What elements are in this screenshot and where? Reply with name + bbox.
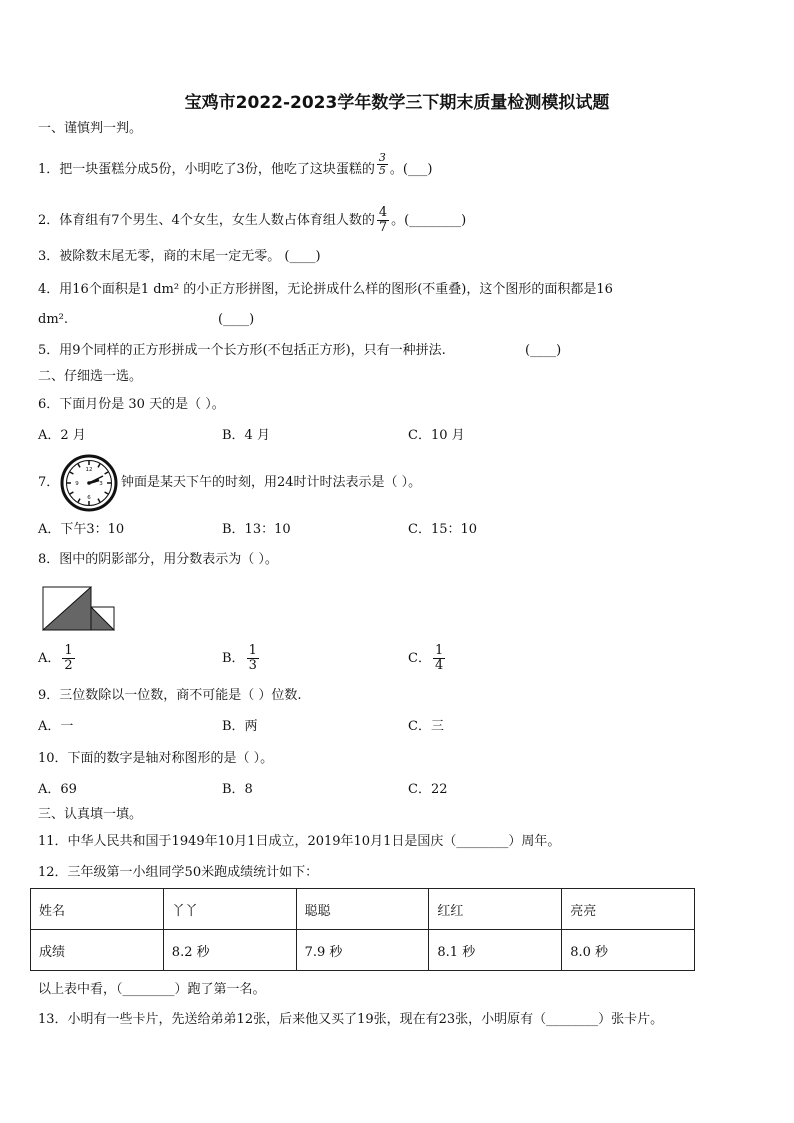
table-cell: 成绩 bbox=[31, 930, 164, 971]
question-3: 3．被除数末尾无零，商的末尾一定无零。 (____) bbox=[38, 249, 321, 264]
question-7-option-c: C．15：10 bbox=[408, 522, 478, 537]
question-1-blank: 。(___) bbox=[389, 162, 433, 177]
table-cell: 8.0 秒 bbox=[562, 930, 695, 971]
option-label: C． bbox=[408, 651, 431, 666]
question-11: 11．中华人民共和国于1949年10月1日成立，2019年10月1日是国庆（________）周年。 bbox=[38, 834, 561, 849]
fraction-denominator: 5 bbox=[378, 164, 386, 177]
question-4-line-2: dm². bbox=[38, 312, 68, 327]
question-6-option-c: C．10 月 bbox=[408, 428, 465, 443]
question-9-option-c: C．三 bbox=[408, 719, 444, 734]
svg-text:6: 6 bbox=[87, 495, 91, 501]
question-12-answer: 以上表中看，（________）跑了第一名。 bbox=[38, 982, 266, 997]
table-cell: 红红 bbox=[429, 889, 562, 930]
option-fraction bbox=[247, 644, 259, 673]
question-6-option-b: B．4 月 bbox=[222, 428, 270, 443]
question-8-option-c bbox=[408, 643, 447, 675]
question-5: 5．用9个同样的正方形拼成一个长方形(不包括正方形)，只有一种拼法. bbox=[38, 343, 446, 358]
page-title: 宝鸡市2022-2023学年数学三下期末质量检测模拟试题 bbox=[184, 93, 610, 113]
table-cell: 姓名 bbox=[31, 889, 164, 930]
question-2-fraction bbox=[377, 206, 389, 235]
table-cell: 聪聪 bbox=[296, 889, 429, 930]
svg-text:12: 12 bbox=[85, 467, 93, 473]
table-row bbox=[31, 930, 695, 971]
question-13: 13．小明有一些卡片，先送给弟弟12张，后来他又买了19张，现在有23张，小明原有（________）张卡片。 bbox=[38, 1012, 664, 1027]
question-1 bbox=[38, 150, 432, 190]
question-10-option-c: C．22 bbox=[408, 782, 448, 797]
question-9: 9．三位数除以一位数，商不可能是（ ）位数. bbox=[38, 688, 302, 703]
section-1-heading: 一、谨慎判一判。 bbox=[38, 121, 143, 136]
svg-text:9: 9 bbox=[75, 481, 79, 487]
fraction-numerator: 3 bbox=[378, 151, 386, 164]
question-6: 6．下面月份是 30 天的是（ ）。 bbox=[38, 397, 225, 412]
svg-text:3: 3 bbox=[99, 481, 103, 487]
question-7-number: 7． bbox=[38, 475, 60, 490]
question-9-option-b: B．两 bbox=[222, 719, 258, 734]
fraction-numerator: 1 bbox=[248, 643, 257, 658]
question-7: 钟面是某天下午的时刻，用24时计时法表示是（ ）。 bbox=[121, 475, 422, 490]
question-2 bbox=[38, 201, 466, 241]
table-cell: 7.9 秒 bbox=[296, 930, 429, 971]
question-5-blank: (____) bbox=[525, 343, 562, 358]
question-2-text: 2．体育组有7个男生、4个女生，女生人数占体育组人数的 bbox=[38, 213, 375, 228]
question-10-option-b: B．8 bbox=[222, 782, 253, 797]
section-2-heading: 二、仔细选一选。 bbox=[38, 369, 143, 384]
table-row bbox=[31, 889, 695, 930]
question-1-fraction bbox=[377, 152, 388, 177]
table-cell: 8.1 秒 bbox=[429, 930, 562, 971]
fraction-numerator: 1 bbox=[434, 643, 444, 658]
fraction-numerator: 1 bbox=[64, 643, 73, 658]
question-4-line-1: 4．用16个面积是1 dm² 的小正方形拼图，无论拼成什么样的图形(不重叠)，这个图形的面积都是16 bbox=[38, 282, 613, 297]
option-label: A． bbox=[38, 651, 61, 666]
fraction-denominator: 3 bbox=[248, 658, 257, 673]
question-2-blank: 。(________) bbox=[391, 213, 467, 228]
option-fraction bbox=[62, 644, 74, 673]
fraction-denominator: 4 bbox=[434, 658, 444, 673]
question-7-option-a: A．下午3：10 bbox=[38, 522, 125, 537]
fraction-numerator: 4 bbox=[378, 205, 388, 220]
question-8-option-b bbox=[222, 643, 261, 675]
option-label: B． bbox=[222, 651, 245, 666]
fraction-denominator: 7 bbox=[378, 220, 388, 235]
question-8-option-a bbox=[38, 643, 77, 675]
fraction-denominator: 2 bbox=[64, 658, 73, 673]
clock-icon bbox=[60, 454, 118, 512]
table-cell: 亮亮 bbox=[562, 889, 695, 930]
question-10-option-a: A．69 bbox=[38, 782, 77, 797]
question-6-option-a: A．2 月 bbox=[38, 428, 86, 443]
table-cell: 丫丫 bbox=[163, 889, 296, 930]
question-10: 10．下面的数字是轴对称图形的是（ ）。 bbox=[38, 751, 274, 766]
question-9-option-a: A．一 bbox=[38, 719, 74, 734]
shaded-figure bbox=[42, 586, 116, 632]
section-3-heading: 三、认真填一填。 bbox=[38, 807, 143, 822]
option-fraction bbox=[433, 644, 445, 673]
score-table bbox=[30, 888, 695, 971]
question-12: 12．三年级第一小组同学50米跑成绩统计如下： bbox=[38, 865, 319, 880]
question-1-text: 1．把一块蛋糕分成5份，小明吃了3份，他吃了这块蛋糕的 bbox=[38, 162, 375, 177]
question-7-option-b: B．13：10 bbox=[222, 522, 291, 537]
table-cell: 8.2 秒 bbox=[163, 930, 296, 971]
question-4-blank: (____) bbox=[218, 312, 255, 327]
question-8: 8．图中的阴影部分，用分数表示为（ ）。 bbox=[38, 552, 278, 567]
